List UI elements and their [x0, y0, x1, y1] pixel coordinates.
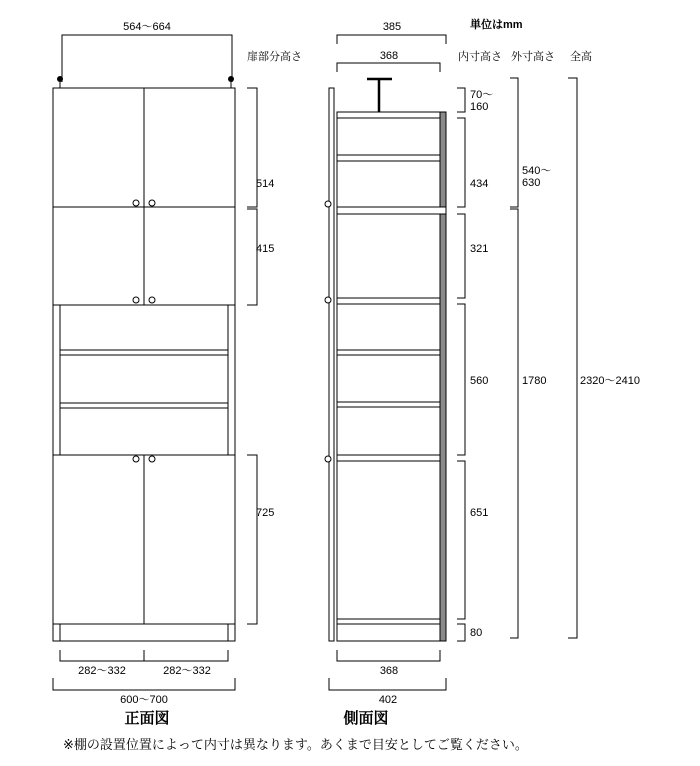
inner-height-top-b: 160 — [470, 101, 489, 113]
side-carcass — [337, 112, 446, 641]
door-height-middle: 415 — [256, 243, 275, 255]
unit-label: 単位はmm — [470, 19, 523, 31]
side-inner-depth-top: 368 — [379, 50, 399, 62]
door-width-right: 282〜332 — [163, 665, 211, 677]
door-height-upper: 514 — [256, 178, 275, 190]
inner-height-560: 560 — [470, 375, 489, 387]
inner-height-434: 434 — [470, 178, 489, 190]
inner-height-top-a: 70〜 — [470, 89, 494, 101]
shelf-board — [60, 350, 228, 355]
knob-icon — [149, 456, 155, 462]
side-view-caption: 側面図 — [343, 710, 389, 727]
adjuster-right-icon — [228, 76, 234, 82]
side-back-panel — [440, 112, 446, 641]
side-inner-depth-bottom: 368 — [379, 665, 399, 677]
front-view — [53, 21, 274, 727]
footnote: ※棚の設置位置によって内寸は異なります。あくまで目安としてご覧ください。 — [63, 737, 528, 752]
shelf-board — [60, 403, 228, 408]
knob-icon — [149, 200, 155, 206]
header-outer-height: 外寸高さ — [511, 51, 555, 63]
adjuster-left-icon — [57, 76, 63, 82]
knob-icon — [325, 297, 331, 303]
side-top-depth: 385 — [382, 21, 402, 33]
side-total-depth: 402 — [378, 694, 398, 706]
header-door-height: 扉部分高さ — [247, 51, 302, 63]
open-shelf-section — [53, 305, 235, 455]
inner-height-321: 321 — [470, 243, 489, 255]
header-total-height: 全高 — [570, 51, 592, 63]
knob-icon — [149, 297, 155, 303]
front-top-width-label: 564〜664 — [123, 21, 171, 33]
side-door-edge — [329, 88, 334, 641]
knob-icon — [133, 456, 139, 462]
front-top-width-line — [62, 35, 232, 82]
knob-icon — [133, 200, 139, 206]
knob-icon — [325, 201, 331, 207]
total-height-label: 2320〜2410 — [580, 375, 640, 387]
door-width-left: 282〜332 — [78, 665, 126, 677]
front-view-caption: 正面図 — [124, 710, 170, 727]
inner-height-651: 651 — [470, 507, 489, 519]
front-total-width: 600〜700 — [120, 694, 168, 706]
outer-height-lower: 1780 — [522, 375, 547, 387]
inner-height-80: 80 — [470, 627, 483, 639]
outer-height-b: 630 — [522, 177, 541, 189]
side-view — [325, 21, 640, 727]
knob-icon — [325, 456, 331, 462]
knob-icon — [133, 297, 139, 303]
door-height-lower: 725 — [256, 507, 275, 519]
header-inner-height: 内寸高さ — [458, 51, 502, 63]
outer-height-a: 540〜 — [522, 165, 552, 177]
